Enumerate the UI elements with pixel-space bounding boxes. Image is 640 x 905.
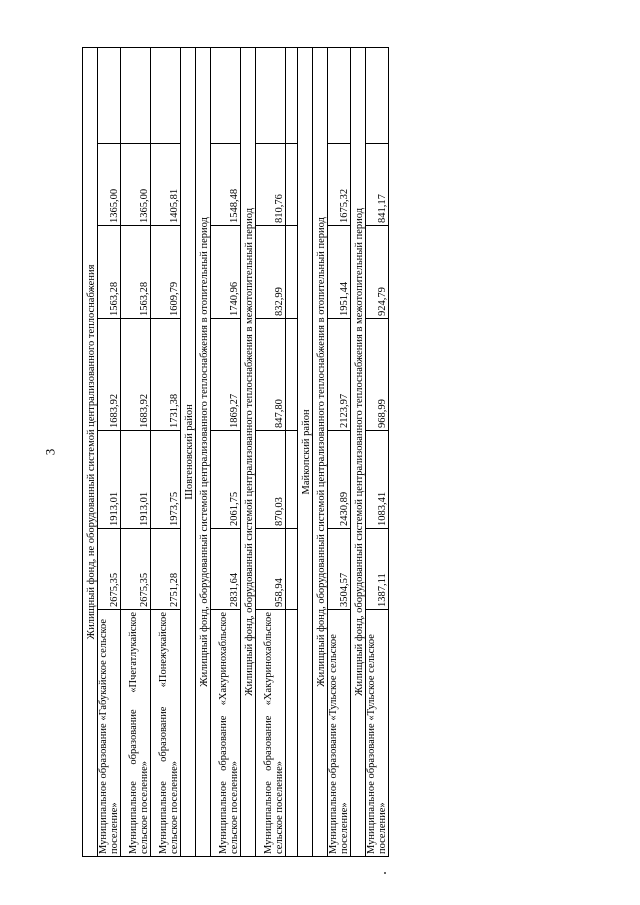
municipality-name: Муниципальное образование «Габукайское сельское поселение»: [98, 610, 121, 857]
value-cell: [121, 47, 151, 143]
value-cell: 1973,75: [151, 431, 181, 529]
section-header-row: [313, 47, 328, 856]
empty-cell: [256, 47, 286, 143]
municipality-name: Муниципальное образование «Хакуринохабльское сельское поселение»: [211, 610, 241, 857]
value-cell: 1405,81: [151, 144, 181, 226]
municipality-name: Муниципальное образование «Пчегатлукайское сельское поселение»: [121, 610, 151, 857]
section-header-row: [196, 47, 211, 856]
section-heading: Жилищный фонд, оборудованный системой централизованного теплоснабжения в отопительный период: [196, 47, 211, 856]
empty-cell: [286, 47, 298, 143]
district-heading: Шовгеновский район: [181, 47, 196, 856]
rotated-table-content: [82, 48, 389, 857]
table-row: [211, 47, 241, 856]
value-cell: 1387,11: [366, 529, 389, 610]
municipality-name: Муниципальное образование «Тульское сельское поселение»: [366, 610, 389, 857]
value-cell: 2061,75: [211, 431, 241, 529]
value-cell: 1683,92: [98, 319, 121, 431]
empty-cell: [286, 431, 298, 529]
value-cell: 1913,01: [121, 431, 151, 529]
value-cell: 1365,00: [121, 144, 151, 226]
district-row: [298, 47, 313, 856]
section-heading: Жилищный фонд, не оборудованный системой централизованного теплоснабжения: [83, 47, 98, 856]
section-header-row: [241, 47, 256, 856]
section-heading: Жилищный фонд, оборудованный системой централизованного теплоснабжения в межотопительный период: [351, 47, 366, 856]
empty-cell: [211, 47, 241, 143]
value-cell: 1740,96: [211, 226, 241, 319]
value-cell: 3504,57: [328, 529, 351, 610]
value-cell: 2831,64: [211, 529, 241, 610]
value-cell: 2430,89: [328, 431, 351, 529]
table-row: [151, 47, 181, 856]
empty-cell: [286, 144, 298, 226]
empty-cell: [286, 319, 298, 431]
value-cell: 1563,28: [121, 226, 151, 319]
value-cell: 1609,79: [151, 226, 181, 319]
district-row: [181, 47, 196, 856]
empty-cell: [366, 47, 389, 143]
value-cell: 1683,92: [121, 319, 151, 431]
value-cell: 1563,28: [98, 226, 121, 319]
value-cell: 968,99: [366, 319, 389, 431]
table-row: [121, 47, 151, 856]
municipality-name: Муниципальное образование «Понежукайское сельское поселение»: [151, 610, 181, 857]
value-cell: 847,80: [256, 319, 286, 431]
section-header-row: [83, 47, 98, 856]
value-cell: [98, 47, 121, 143]
empty-cell: [286, 610, 298, 857]
value-cell: 924,79: [366, 226, 389, 319]
value-cell: 1869,27: [211, 319, 241, 431]
value-cell: 2675,35: [121, 529, 151, 610]
rotated-table-frame: [82, 48, 389, 857]
value-cell: 1951,44: [328, 226, 351, 319]
empty-cell: [286, 226, 298, 319]
value-cell: 832,99: [256, 226, 286, 319]
table-row: [256, 47, 286, 856]
value-cell: 1083,41: [366, 431, 389, 529]
value-cell: 2751,28: [151, 529, 181, 610]
empty-cell: [328, 47, 351, 143]
value-cell: 2675,35: [98, 529, 121, 610]
value-cell: 2123,97: [328, 319, 351, 431]
municipality-name: Муниципальное образование «Хакуринохабльское сельское поселение»: [256, 610, 286, 857]
section-header-row: [351, 47, 366, 856]
table-body: [83, 47, 389, 856]
spacer-row: [286, 47, 298, 856]
page-number: 3: [42, 448, 58, 456]
value-cell: 1731,38: [151, 319, 181, 431]
tariff-table: [82, 47, 389, 857]
value-cell: 870,03: [256, 431, 286, 529]
scan-speck: [384, 872, 386, 874]
section-heading: Жилищный фонд, оборудованный системой централизованного теплоснабжения в отопительный период: [313, 47, 328, 856]
empty-cell: [286, 529, 298, 610]
value-cell: 1913,01: [98, 431, 121, 529]
municipality-name: Муниципальное образование «Тульское сельское поселение»: [328, 610, 351, 857]
value-cell: 958,94: [256, 529, 286, 610]
table-row: [366, 47, 389, 856]
value-cell: 1675,32: [328, 144, 351, 226]
value-cell: 1548,48: [211, 144, 241, 226]
table-row: [328, 47, 351, 856]
table-row: [98, 47, 121, 856]
value-cell: [151, 47, 181, 143]
district-heading: Майкопский район: [298, 47, 313, 856]
value-cell: 810,76: [256, 144, 286, 226]
value-cell: 841,17: [366, 144, 389, 226]
section-heading: Жилищный фонд, оборудованный системой централизованного теплоснабжения в межотопительный период: [241, 47, 256, 856]
value-cell: 1365,00: [98, 144, 121, 226]
